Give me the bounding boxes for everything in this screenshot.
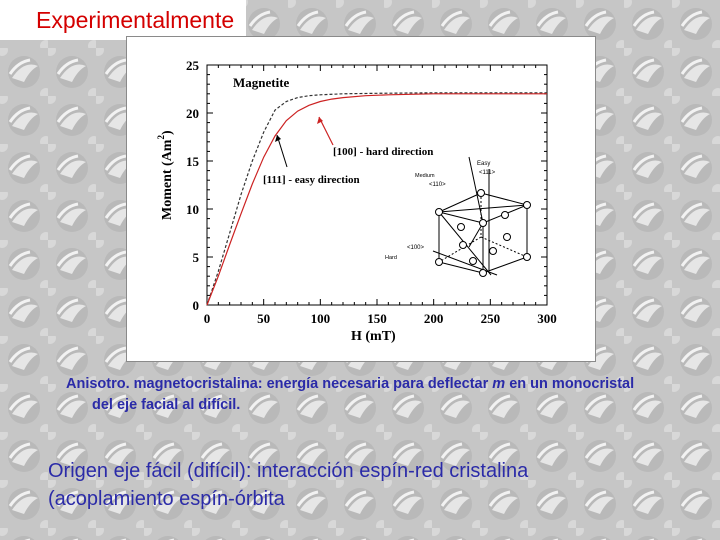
crystal-inset [385, 157, 531, 277]
inset-label-100: <100> [407, 245, 425, 251]
body-line-2: (acoplamiento espín-órbita [48, 488, 285, 510]
x-tick-label: 250 [480, 311, 501, 326]
caption-line-1 [66, 374, 720, 395]
y-tick-label: 15 [186, 154, 199, 169]
svg-text:Moment (Am2) [156, 130, 175, 220]
y-axis-label [156, 130, 175, 220]
annotation-easy [263, 135, 360, 186]
y-tick-label: 0 [192, 298, 199, 313]
y-tick-label: 20 [186, 106, 199, 121]
caption-prefix: Anisotro. magnetocristalina: energía necesaria para deflectar [66, 376, 493, 392]
y-tick-label: 25 [186, 58, 199, 73]
chart-axes [207, 65, 547, 305]
y-tick-label: 10 [186, 202, 199, 217]
inset-label-111: <111> [479, 170, 496, 176]
x-axis-label: H (mT) [351, 329, 396, 344]
inset-label-hard: Hard [385, 255, 397, 261]
x-tick-label: 150 [367, 311, 387, 326]
chart-figure [126, 36, 596, 362]
slide-title: Experimentalmente [0, 0, 246, 40]
annotation-hard-label: [100] - hard direction [333, 146, 434, 158]
series-line-hard [207, 94, 547, 305]
series-line-easy [207, 93, 547, 305]
caption-suffix: en un monocristal [505, 376, 635, 392]
body-line-1: Origen eje fácil (difícil): interacción espín-red cristalina [48, 460, 529, 482]
chart-series [207, 93, 547, 305]
chart-ticks [186, 58, 557, 326]
chart-title: Magnetite [233, 75, 290, 90]
y-tick-label: 5 [192, 250, 199, 265]
caption-line-2: del eje facial al difícil. [92, 397, 241, 413]
y-axis-label-close: ) [160, 130, 175, 136]
magnetization-chart [127, 37, 595, 361]
figure-caption [66, 374, 720, 416]
x-tick-label: 0 [203, 311, 211, 326]
annotation-easy-label: [111] - easy direction [263, 174, 360, 186]
inset-label-easy: Easy [477, 161, 491, 167]
x-tick-label: 100 [310, 311, 331, 326]
body-text [48, 457, 688, 513]
x-tick-label: 50 [257, 311, 271, 326]
x-tick-label: 300 [537, 311, 557, 326]
y-axis-label-main: Moment (Am [160, 139, 175, 220]
y-axis-label-sup: 2 [156, 135, 166, 140]
caption-m: m [492, 376, 506, 392]
plot-frame [207, 65, 547, 305]
annotation-hard [317, 117, 433, 158]
inset-label-medium: Medium [415, 173, 435, 179]
x-tick-label: 200 [423, 311, 444, 326]
inset-label-110: <110> [429, 182, 446, 188]
